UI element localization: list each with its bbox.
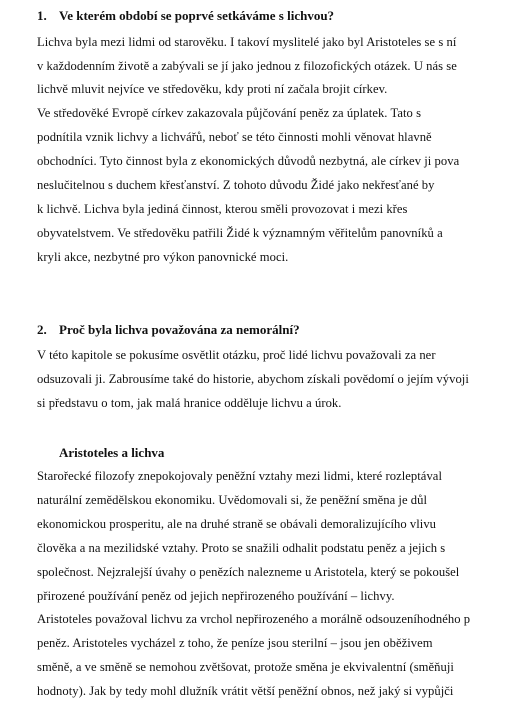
- paragraph-line: ekonomickou prosperitu, ale na druhé straně se obávali demoralizujícího vlivu: [37, 517, 437, 531]
- paragraph-line: naturální zemědělskou ekonomiku. Uvědomovali si, že peněžní směna je důl: [37, 493, 428, 507]
- paragraph-line: kryli akce, nezbytné pro výkon panovnické moci.: [37, 250, 289, 264]
- paragraph-line: směně, a ve směně se nemohou zvětšovat, protože směna je ekvivalentní (směňuji: [37, 660, 454, 674]
- paragraph-line: V této kapitole se pokusíme osvětlit otázku, proč lidé lichvu považovali za ner: [37, 348, 436, 362]
- paragraph-line: Starořecké filozofy znepokojovaly peněžní vztahy mezi lidmi, které rozleptával: [37, 469, 442, 483]
- paragraph-line: si představu o tom, jak malá hranice odděluje lichvu a úrok.: [37, 396, 342, 410]
- paragraph-line: podnítila vznik lichvy a lichvářů, neboť se této činnosti mohli věnovat hlavně: [37, 130, 432, 144]
- paragraph-line: odsuzovali ji. Zabrousíme také do historie, abychom získali povědomí o jejím vývoji: [37, 372, 469, 386]
- subsection-title: Aristoteles a lichva: [59, 445, 165, 460]
- section-heading: [37, 8, 334, 24]
- paragraph-line: přirozené používání peněz od jejich nepřirozeného používání – lichvy.: [37, 589, 395, 603]
- paragraph-line: společnost. Nejzralejší úvahy o penězích nalezneme u Aristotela, který se pokoušel: [37, 565, 460, 579]
- section-number: 1.: [37, 8, 47, 23]
- section-title: Proč byla lichva považována za nemorální?: [59, 322, 300, 337]
- paragraph-line: v každodenním životě a zabývali se jí jako jednou z filozofických otázek. U nás se: [37, 59, 457, 73]
- paragraph-line: lichvě mluvit nejvíce ve středověku, kdy proti ní začala brojit církev.: [37, 82, 388, 96]
- paragraph-line: Aristoteles považoval lichvu za vrchol nepřirozeného a morálně odsouzeníhodného p: [37, 612, 471, 626]
- section-heading: [37, 322, 300, 338]
- paragraph-line: peněz. Aristoteles vycházel z toho, že peníze jsou sterilní – jsou jen oběživem: [37, 636, 433, 650]
- paragraph-line: Lichva byla mezi lidmi od starověku. I takoví myslitelé jako byl Aristoteles se s ní: [37, 35, 457, 49]
- paragraph-line: člověka a na mezilidské vztahy. Proto se snažili odhalit podstatu peněz a jejich s: [37, 541, 446, 555]
- section-number: 2.: [37, 322, 47, 337]
- paragraph-line: Ve středověké Evropě církev zakazovala půjčování peněz za úplatek. Tato s: [37, 106, 422, 120]
- paragraph-line: neslučitelnou s duchem křesťanství. Z tohoto důvodu Židé jako nekřesťané by: [37, 178, 435, 192]
- paragraph-line: obyvatelstvem. Ve středověku patřili Židé k významným věřitelům panovníků a: [37, 226, 443, 240]
- paragraph-line: k lichvě. Lichva byla jediná činnost, kterou směli provozovat i mezi křes: [37, 202, 408, 216]
- paragraph-line: obchodníci. Tyto činnost byla z ekonomických důvodů nezbytná, ale církev ji pova: [37, 154, 460, 168]
- paragraph-line: hodnoty). Jak by tedy mohl dlužník vrátit větší peněžní obnos, než jaký si vypůjči: [37, 684, 454, 698]
- section-title: Ve kterém období se poprvé setkáváme s lichvou?: [59, 8, 335, 23]
